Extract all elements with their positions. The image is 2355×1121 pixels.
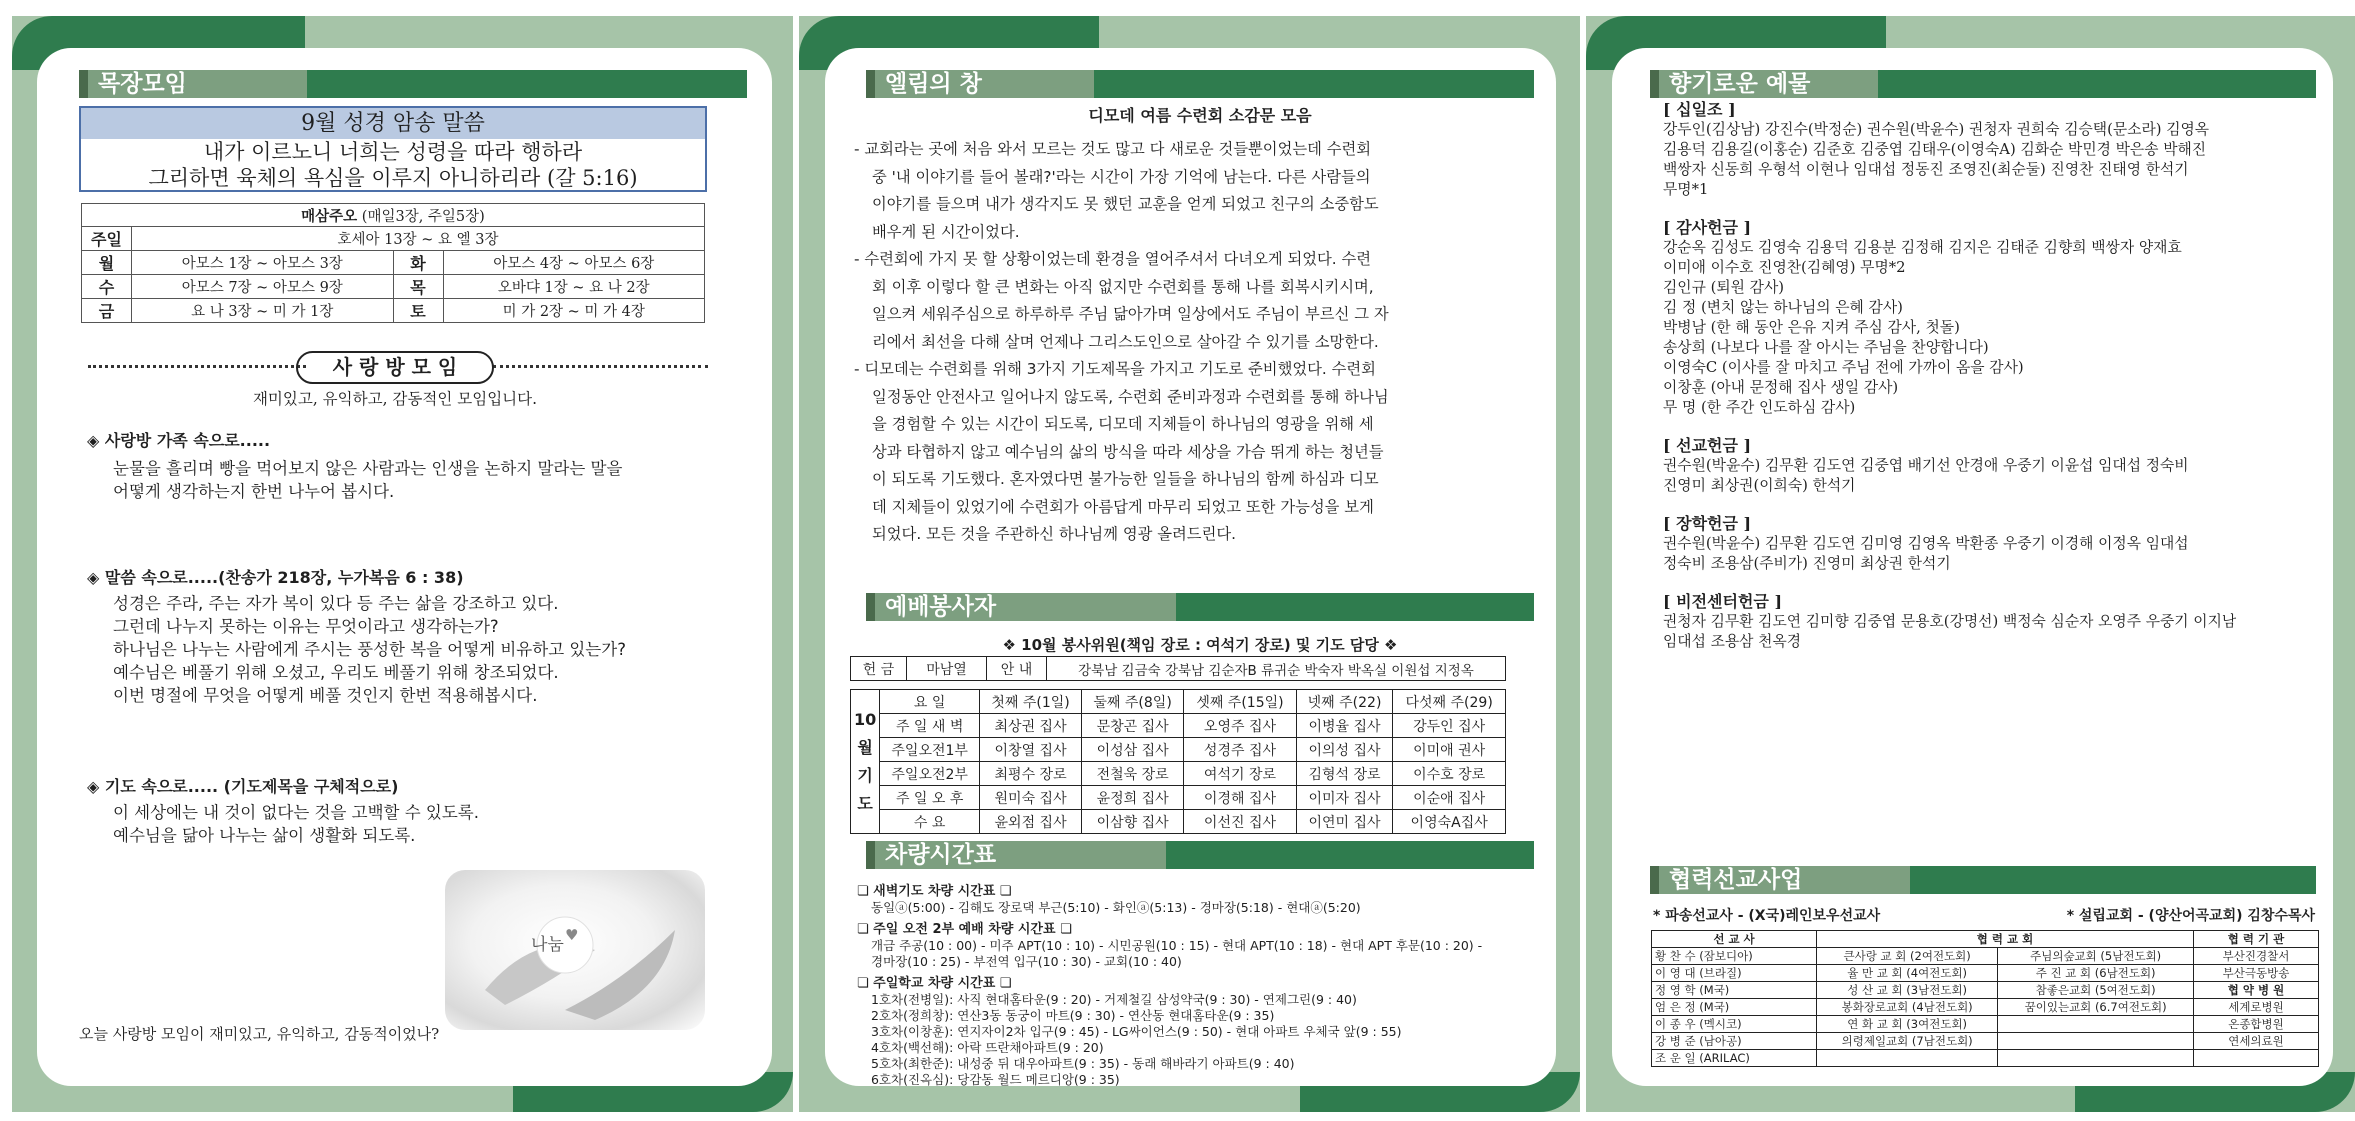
- donor-line: 무 명 (한 주간 인도하심 감사): [1663, 399, 1856, 416]
- weekday-label: 화: [393, 251, 443, 275]
- scripture-section: [87, 565, 747, 707]
- vehicle-schedule: [857, 884, 1537, 1088]
- table-cell: 이성삼 집사: [1082, 738, 1184, 762]
- side-label: 월: [857, 737, 873, 757]
- meeting-title: 사 랑 방 모 임: [296, 351, 494, 384]
- section-header-offerings: [1650, 70, 2316, 98]
- offering-group: [1663, 514, 2323, 574]
- essay-paragraph: [854, 246, 1534, 356]
- table-cell: 이삼향 집사: [1082, 810, 1184, 834]
- offering-group: [1663, 436, 2323, 496]
- donor-line: 이창훈 (아내 문정해 집사 생일 감사): [1663, 379, 1899, 396]
- section-header-label: 차량시간표: [866, 841, 1166, 869]
- dotted-divider: [493, 365, 708, 368]
- essay-line: 을 경험할 수 있는 시간이 되도록, 디모데 지체들이 하나님의 영광을 위해 세: [872, 415, 1374, 433]
- section-body: [87, 592, 747, 707]
- table-cell: 부산극동방송: [2194, 965, 2319, 982]
- donor-line: 김인규 (퇴원 감사): [1663, 279, 1785, 296]
- essay-line: - 디모데는 수련회를 위해 3가지 기도제목을 가지고 기도로 준비했었다. 수련회: [854, 360, 1376, 378]
- body-line: 예수님은 베풀기 위해 오셨고, 우리도 베풀기 위해 창조되었다.: [113, 663, 559, 682]
- table-cell: 성 산 교 회 (3남전도회): [1817, 982, 1998, 999]
- section-header-label: 목장모임: [79, 70, 307, 98]
- section-header-label: 엘림의 창: [866, 70, 1094, 98]
- weekday-label: 월: [82, 251, 132, 275]
- table-row: [1652, 982, 2319, 999]
- offering-group-title: [ 십일조 ]: [1663, 100, 1736, 119]
- table-cell: 이순애 집사: [1393, 786, 1506, 810]
- essay-line: 중 '내 이야기를 들어 볼래?'라는 시간이 가장 기억에 남는다. 다른 사람들의: [872, 167, 1371, 186]
- table-header: 선 교 사: [1652, 931, 1817, 948]
- vehicle-line: 6호차(진옥심): 당감동 월드 메르디앙(9 : 35): [871, 1072, 1120, 1087]
- weekday-label: 토: [393, 299, 443, 323]
- table-header: 넷째 주(22): [1296, 690, 1393, 714]
- donor-line: 권수원(박윤수) 김무환 김도연 김중엽 배기선 안경애 우중기 이윤섭 임대섭 정숙비: [1663, 457, 2189, 474]
- vehicle-line: 경마장(10 : 25) - 부전역 입구(10 : 30) - 교회(10 : 40): [871, 954, 1182, 969]
- table-row: [1652, 1050, 2319, 1067]
- reading-range: 요 나 3장 ~ 미 가 1장: [132, 299, 394, 323]
- table-header: 둘째 주(8일): [1082, 690, 1184, 714]
- table-cell: [1998, 1050, 2194, 1067]
- table-cell: 김형석 장로: [1296, 762, 1393, 786]
- weekly-reading-title-note: (매일3장, 주일5장): [361, 208, 485, 225]
- essay-paragraph: [854, 356, 1534, 549]
- donor-line: 김 정 (변치 않는 하나님의 은혜 감사): [1663, 299, 1903, 316]
- vehicle-line: 5호차(최한준): 내성중 뒤 대우아파트(9 : 35) - 동래 해바라기 아파트(9 : 40): [871, 1056, 1295, 1071]
- weekly-reading-title: [82, 204, 705, 227]
- table-cell: 문창곤 집사: [1082, 714, 1184, 738]
- essay-line: 이 되도록 기도했다. 혼자였다면 불가능한 일들을 하나님의 함께 하심과 디모: [872, 470, 1379, 488]
- table-cell: 큰사랑 교 회 (2여전도회): [1817, 948, 1998, 965]
- table-cell: 협 약 병 원: [2194, 982, 2319, 999]
- weekday-label: 금: [82, 299, 132, 323]
- table-row: [1652, 965, 2319, 982]
- table-cell: 이미자 집사: [1296, 786, 1393, 810]
- section-header-vehicle: [866, 841, 1534, 869]
- table-cell: 원미숙 집사: [980, 786, 1082, 810]
- offering-group-title: [ 선교헌금 ]: [1663, 436, 1752, 455]
- mission-church: * 설립교회 - (양산어곡교회) 김창수목사: [2066, 908, 2315, 924]
- table-cell: 조 운 일 (ARILAC): [1652, 1050, 1817, 1067]
- side-label: 10: [854, 709, 877, 729]
- offering-group: [1663, 100, 2323, 200]
- table-cell: [1817, 1050, 1998, 1067]
- guide-label: 안 내: [987, 657, 1047, 681]
- table-row: [851, 714, 1506, 738]
- body-line: 예수님을 닮아 나누는 삶이 생활화 되도록.: [113, 826, 416, 845]
- vehicle-title: ❏ 주일학교 차량 시간표 ❏: [857, 976, 1012, 991]
- reading-range: 호세아 13장 ~ 요 엘 3장: [132, 227, 705, 251]
- table-cell: 정 영 학 (M국): [1652, 982, 1817, 999]
- donor-line: 강두인(김상남) 강진수(박정순) 권수원(박윤수) 권청자 권희숙 김승택(문소라) 김영옥: [1663, 121, 2210, 138]
- table-header: 협 력 교 회: [1817, 931, 2194, 948]
- table-cell: 봉화장로교회 (4남전도회): [1817, 999, 1998, 1016]
- body-line: 어떻게 생각하는지 한번 나누어 봅시다.: [113, 482, 395, 501]
- table-cell: 온종합병원: [2194, 1016, 2319, 1033]
- table-cell: 참좋은교회 (5여전도회): [1998, 982, 2194, 999]
- hands-heart-icon: [445, 870, 705, 1030]
- side-label: 도: [857, 793, 873, 813]
- table-cell: 꿈이있는교회 (6.7여전도회): [1998, 999, 2194, 1016]
- reading-range: 아모스 7장 ~ 아모스 9장: [132, 275, 394, 299]
- table-row: [1652, 1033, 2319, 1050]
- table-row: [1652, 948, 2319, 965]
- body-line: 이 세상에는 내 것이 없다는 것을 고백할 수 있도록.: [113, 803, 479, 822]
- table-cell: 성경주 집사: [1184, 738, 1297, 762]
- table-cell: 주일오전1부: [880, 738, 980, 762]
- table-header: 셋째 주(15일): [1184, 690, 1297, 714]
- table-cell: 이연미 집사: [1296, 810, 1393, 834]
- vehicle-line: 1호차(전병일): 사직 현대홈타운(9 : 20) - 거제철길 삼성약국(9 : 30) - 연제그린(9 : 40): [871, 992, 1357, 1007]
- essay-line: 데 지체들이 있었기에 수련회가 아름답게 마무리 되었고 또한 가능성을 보게: [872, 497, 1374, 516]
- memory-verse-title: 9월 성경 암송 말씀: [81, 108, 705, 139]
- table-cell: 주님의숲교회 (5남전도회): [1998, 948, 2194, 965]
- vehicle-title: ❏ 새벽기도 차량 시간표 ❏: [857, 884, 1012, 899]
- table-row: [1652, 999, 2319, 1016]
- table-cell: 주 일 새 벽: [880, 714, 980, 738]
- table-cell: 오영주 집사: [1184, 714, 1297, 738]
- table-cell: 의령제일교회 (7남전도회): [1817, 1033, 1998, 1050]
- table-cell: 주 일 오 후: [880, 786, 980, 810]
- table-cell: 이 영 대 (브라질): [1652, 965, 1817, 982]
- reading-range: 아모스 1장 ~ 아모스 3장: [132, 251, 394, 275]
- donor-line: 권수원(박윤수) 김무환 김도연 김미영 김영옥 박환종 우중기 이경해 이정옥 임대섭: [1663, 535, 2189, 552]
- memory-verse-line: 내가 이르노니 너희는 성령을 따라 행하라: [203, 140, 583, 164]
- donor-line: 정숙비 조용삼(주비가) 진영미 최상권 한석기: [1663, 555, 1951, 572]
- essay-line: 회 이후 이렇다 할 큰 변화는 아직 없지만 수련회를 통해 나를 회복시키시며,: [872, 277, 1374, 296]
- vehicle-line: 2호차(정희창): 연산3동 동궁이 마트(9 : 30) - 연산동 현대홈타운(9 : 35): [871, 1008, 1275, 1023]
- table-cell: 윤정희 집사: [1082, 786, 1184, 810]
- offering-list: [1663, 100, 2323, 670]
- reading-range: 아모스 4장 ~ 아모스 6장: [443, 251, 705, 275]
- discussion-section: [87, 428, 727, 503]
- table-header: 협 력 기 관: [2194, 931, 2319, 948]
- offering-group: [1663, 218, 2323, 418]
- weekday-label: 주일: [82, 227, 132, 251]
- offering-group: [1663, 592, 2323, 652]
- mission-missionary: * 파송선교사 - (X국)레인보우선교사: [1653, 908, 1881, 924]
- donor-line: 백쌍자 신동희 우형석 이현나 임대섭 정동진 조영진(최순둘) 진영찬 진태영 한석기: [1663, 161, 2189, 178]
- section-header-label: 협력선교사업: [1650, 866, 1910, 894]
- prayer-month-label: [851, 690, 880, 834]
- weekly-reading-table: [81, 203, 705, 323]
- hands-heart-image: [445, 870, 705, 1030]
- table-cell: 수 요: [880, 810, 980, 834]
- table-cell: 강 병 준 (남아공): [1652, 1033, 1817, 1050]
- body-line: 눈물을 흘리며 빵을 먹어보지 않은 사람과는 인생을 논하지 말라는 말을: [113, 459, 623, 478]
- service-title: ❖ 10월 봉사위원(책임 장로 : 여석기 장로) 및 기도 담당 ❖: [1002, 636, 1398, 654]
- reading-range: 미 가 2장 ~ 미 가 4장: [443, 299, 705, 323]
- offering-group-title: [ 감사헌금 ]: [1663, 218, 1752, 237]
- essay-line: 일정동안 안전사고 일어나지 않도록, 수련회 준비과정과 수련회를 통해 하나님: [872, 387, 1389, 406]
- donor-line: 송상희 (나보다 나를 잘 아시는 주님을 찬양합니다): [1663, 339, 1989, 356]
- donor-line: 박병남 (한 해 동안 은유 지켜 주심 감사, 첫돌): [1663, 319, 1960, 336]
- essay-line: 되었다. 모든 것을 주관하신 하나님께 영광 올려드린다.: [872, 525, 1236, 543]
- section-header-label: 예배봉사자: [866, 593, 1176, 621]
- table-cell: 부산진경찰서: [2194, 948, 2319, 965]
- vehicle-line: 동일ⓐ(5:00) - 김해도 장로댁 부근(5:10) - 화인ⓐ(5:13) - 경마장(5:18) - 현대ⓐ(5:20): [871, 900, 1361, 915]
- table-cell: 윤외점 집사: [980, 810, 1082, 834]
- donor-line: 김용덕 김용길(이홍순) 김준호 김중엽 김태우(이영숙A) 김화순 박민경 박은송 박해진: [1663, 141, 2207, 158]
- donor-line: 이미애 이수호 진영찬(김혜영) 무명*2: [1663, 259, 1906, 276]
- table-cell: 여석기 장로: [1184, 762, 1297, 786]
- vehicle-line: 3호차(이창훈): 연지자이2차 입구(9 : 45) - LG싸이언스(9 : 50) - 현대 아파트 우체국 앞(9 : 55): [871, 1024, 1402, 1039]
- section-body: [87, 457, 727, 503]
- table-cell: 이수호 장로: [1393, 762, 1506, 786]
- table-row: [851, 810, 1506, 834]
- table-cell: 이 종 우 (멕시코): [1652, 1016, 1817, 1033]
- table-header-row: [1652, 931, 2319, 948]
- guide-names: 강북남 김금숙 강북남 김순자B 류귀순 박숙자 박옥실 이원섭 지정옥: [1047, 657, 1506, 681]
- essay-line: 일으켜 세워주심으로 하루하루 주님 닮아가며 일상에서도 주님이 부르신 그 자: [872, 305, 1389, 323]
- section-header-elim: [866, 70, 1534, 98]
- table-cell: 엄 은 정 (M국): [1652, 999, 1817, 1016]
- table-cell: 이경해 집사: [1184, 786, 1297, 810]
- table-cell: [1998, 1033, 2194, 1050]
- donor-line: 임대섭 조용삼 천옥경: [1663, 633, 1802, 650]
- body-line: 그런데 나누지 못하는 이유는 무엇이라고 생각하는가?: [113, 617, 499, 636]
- essay-line: 상과 타협하지 않고 예수님의 삶의 방식을 따라 세상을 가슴 뛰게 하는 청년들: [872, 442, 1384, 461]
- table-cell: [2194, 1050, 2319, 1067]
- table-cell: 이미애 권사: [1393, 738, 1506, 762]
- section-header-mission: [1650, 866, 2316, 894]
- prayer-section: [87, 774, 727, 847]
- body-line: 이번 명절에 무엇을 어떻게 베풀 것인지 한번 적용해봅시다.: [113, 686, 538, 705]
- section-body: [87, 801, 727, 847]
- memory-verse-box: [79, 106, 707, 192]
- weekday-label: 수: [82, 275, 132, 299]
- body-line: 성경은 주라, 주는 자가 복이 있다 등 주는 삶을 강조하고 있다.: [113, 594, 559, 613]
- table-cell: 이영숙A집사: [1393, 810, 1506, 834]
- essay-line: 리에서 최선을 다해 살며 언제나 그리스도인으로 살아갈 수 있기를 소망한다.: [872, 332, 1379, 351]
- donor-line: 진영미 최상권(이희숙) 한석기: [1663, 477, 1856, 494]
- essay-line: 배우게 된 시간이었다.: [872, 222, 1020, 241]
- dotted-divider: [88, 365, 306, 368]
- table-cell: 최상권 집사: [980, 714, 1082, 738]
- essay-line: - 수련회에 가지 못 할 상황이었는데 환경을 열어주셔서 다녀오게 되었다. 수련: [854, 250, 1372, 268]
- donor-line: 무명*1: [1663, 181, 1709, 198]
- essay-line: - 교회라는 곳에 처음 와서 모르는 것도 많고 다 새로운 것들뿐이었는데 수련회: [854, 140, 1372, 158]
- essay-body: [854, 136, 1534, 549]
- partner-table: [1651, 930, 2319, 1067]
- table-header: 요 일: [880, 690, 980, 714]
- table-cell: 이선진 집사: [1184, 810, 1297, 834]
- offering-label: 헌 금: [851, 657, 907, 681]
- table-cell: 황 찬 수 (잠보디아): [1652, 948, 1817, 965]
- image-caption: 나눔: [531, 935, 564, 955]
- table-cell: 전철욱 장로: [1082, 762, 1184, 786]
- donor-line: 권청자 김무환 김도연 김미향 김중엽 문용호(강명선) 백정숙 심순자 오영주 우중기 이지남: [1663, 613, 2237, 630]
- vehicle-line: 개금 주공(10 : 00) - 미주 APT(10 : 10) - 시민공원(10 : 15) - 현대 APT(10 : 18) - 현대 APT 후문(10 : 20) -: [871, 938, 1483, 953]
- essay-title: 디모데 여름 수련회 소감문 모음: [1088, 106, 1312, 125]
- table-cell: 연 화 교 회 (3여전도회): [1817, 1016, 1998, 1033]
- table-row: [1652, 1016, 2319, 1033]
- section-title: ◈ 기도 속으로..... (기도제목을 구체적으로): [87, 777, 399, 796]
- offering-group-title: [ 장학헌금 ]: [1663, 514, 1752, 533]
- vehicle-title: ❏ 주일 오전 2부 예배 차량 시간표 ❏: [857, 922, 1072, 937]
- memory-verse-line: 그리하면 육체의 욕심을 이루지 아니하리라 (갈 5:16): [148, 166, 638, 190]
- table-row: [851, 786, 1506, 810]
- section-header-service: [866, 593, 1534, 621]
- table-cell: 최평수 장로: [980, 762, 1082, 786]
- weekday-label: 목: [393, 275, 443, 299]
- essay-paragraph: [854, 136, 1534, 246]
- body-line: 하나님은 나누는 사람에게 주시는 풍성한 복을 어떻게 비유하고 있는가?: [113, 640, 626, 659]
- donor-line: 이영숙C (이사를 잘 마치고 주님 전에 가까이 옴을 감사): [1663, 359, 2024, 376]
- offering-group-title: [ 비전센터헌금 ]: [1663, 592, 1783, 611]
- table-cell: 세계로병원: [2194, 999, 2319, 1016]
- table-cell: 주 진 교 회 (6남전도회): [1998, 965, 2194, 982]
- table-cell: 연세의료원: [2194, 1033, 2319, 1050]
- table-cell: [1998, 1016, 2194, 1033]
- section-header-label: 향기로운 예물: [1650, 70, 1878, 98]
- table-header: 다섯째 주(29): [1393, 690, 1506, 714]
- table-row: [851, 762, 1506, 786]
- table-header: 첫째 주(1일): [980, 690, 1082, 714]
- heart-icon: ♥: [565, 926, 579, 944]
- table-cell: 이병율 집사: [1296, 714, 1393, 738]
- table-row: [851, 738, 1506, 762]
- table-cell: 이의성 집사: [1296, 738, 1393, 762]
- table-cell: 이창열 집사: [980, 738, 1082, 762]
- prayer-duty-table: [850, 689, 1506, 834]
- essay-line: 이야기를 들으며 내가 생각지도 못 했던 교훈을 얻게 되었고 친구의 소중함도: [872, 195, 1379, 213]
- side-label: 기: [857, 765, 873, 785]
- section-title: ◈ 말씀 속으로.....(찬송가 218장, 누가복음 6 : 38): [87, 568, 464, 587]
- closing-question: 오늘 사랑방 모임이 재미있고, 유익하고, 감동적이었나?: [79, 1025, 440, 1043]
- table-cell: 주일오전2부: [880, 762, 980, 786]
- reading-range: 오바댜 1장 ~ 요 나 2장: [443, 275, 705, 299]
- table-cell: 율 만 교 회 (4여전도회): [1817, 965, 1998, 982]
- section-header-small-group: [79, 70, 747, 98]
- table-cell: 강두인 집사: [1393, 714, 1506, 738]
- weekly-reading-title-bold: 매삼주오: [301, 207, 358, 225]
- donor-line: 강순옥 김성도 김영숙 김용덕 김용분 김정해 김지은 김태준 김향희 백쌍자 양재효: [1663, 239, 2182, 256]
- vehicle-line: 4호차(백선해): 아락 뜨란채아파트(9 : 20): [871, 1040, 1104, 1055]
- section-title: ◈ 사랑방 가족 속으로.....: [87, 431, 271, 450]
- meeting-subtitle: 재미있고, 유익하고, 감동적인 모임입니다.: [252, 390, 538, 408]
- offering-guide-table: [850, 656, 1506, 681]
- offering-name: 마남열: [907, 657, 987, 681]
